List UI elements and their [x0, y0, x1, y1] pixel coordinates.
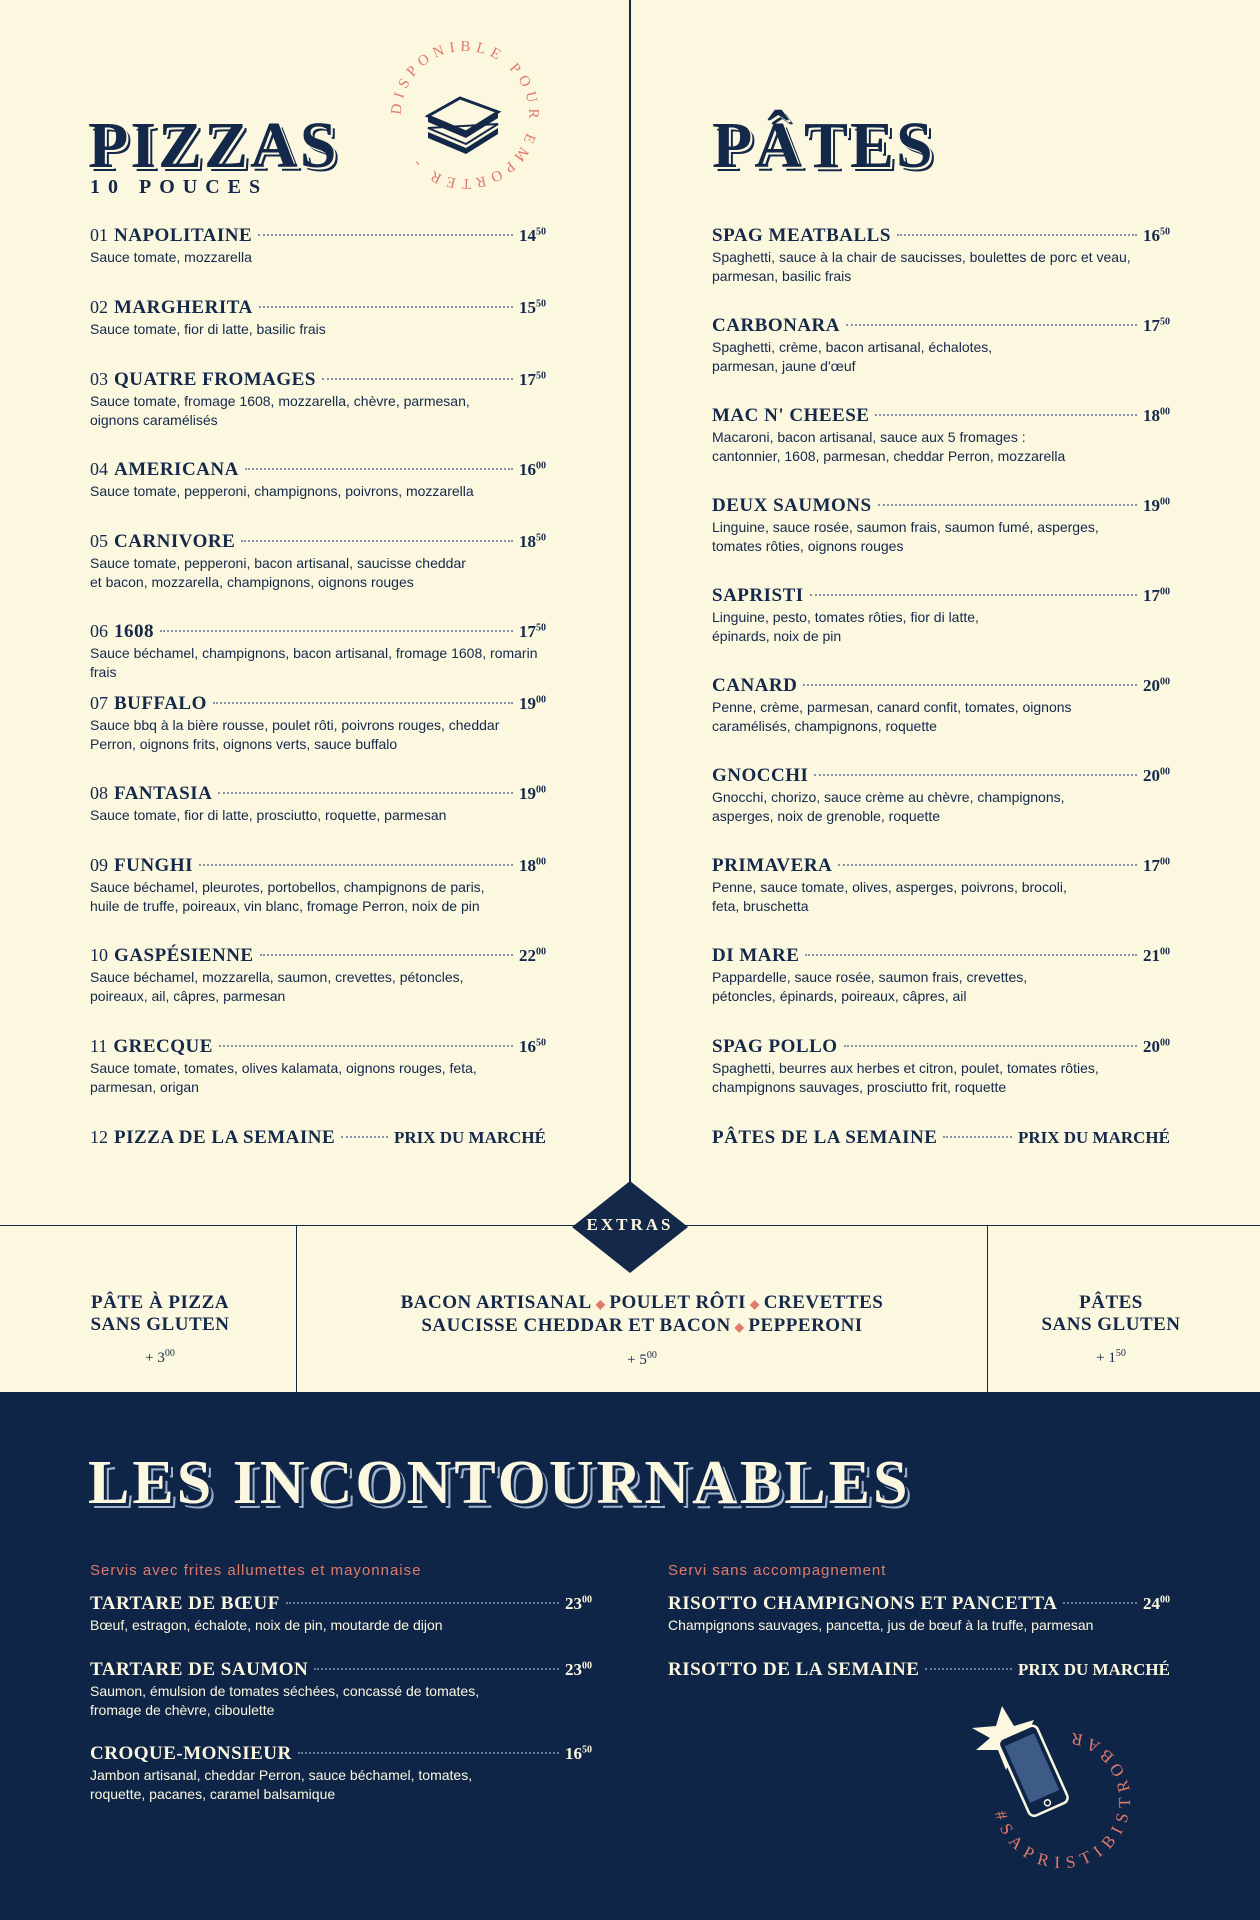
item-price [1143, 316, 1170, 336]
item-price [519, 622, 546, 642]
item-price [519, 370, 546, 390]
pizza-box-icon [428, 98, 498, 154]
extra-right-line2: SANS GLUTEN [1041, 1314, 1181, 1335]
item-price [519, 856, 546, 876]
item-price-main: 16 [1143, 226, 1160, 245]
leader-line [838, 864, 1137, 866]
item-price-cents: 50 [1160, 316, 1170, 328]
item-description: Sauce tomate, tomates, olives kalamata, oignons rouges, feta, parmesan, origan [90, 1060, 477, 1095]
menu-item [712, 675, 1170, 736]
item-price [519, 946, 546, 966]
item-description: Gnocchi, chorizo, sauce crème au chèvre, champignons, asperges, noix de grenoble, roquette [712, 789, 1065, 824]
item-description: Sauce tomate, fior di latte, prosciutto, roquette, parmesan [90, 807, 447, 823]
item-price-cents: 00 [536, 694, 546, 706]
item-description: Sauce bbq à la bière rousse, poulet rôti, poivrons rouges, cheddar Perron, oignons frits, oignons verts, sauce buffalo [90, 717, 500, 752]
extra-left-price [40, 1348, 280, 1367]
leader-line [258, 234, 513, 236]
item-price-cents: 50 [536, 226, 546, 238]
menu-item-row [712, 675, 1170, 697]
item-description: Penne, sauce tomate, olives, asperges, poivrons, brocoli, feta, bruschetta [712, 879, 1067, 914]
extra-gluten-free-pasta [1000, 1292, 1222, 1367]
item-name: CARNIVORE [114, 531, 236, 552]
item-price [1143, 586, 1170, 606]
menu-item-row [712, 855, 1170, 877]
menu-item-row [712, 945, 1170, 967]
leader-line [241, 540, 513, 542]
leader-line [314, 1668, 559, 1670]
leader-line [213, 702, 513, 704]
menu-item-row [90, 531, 546, 553]
item-name: AMERICANA [114, 459, 239, 480]
menu-item [90, 1743, 592, 1804]
item-name: GNOCCHI [712, 765, 809, 786]
item-price-main: 16 [565, 1744, 582, 1763]
item-name: RISOTTO DE LA SEMAINE [668, 1659, 920, 1680]
item-price [519, 226, 546, 246]
item-name: CANARD [712, 675, 798, 696]
menu-item-row [90, 459, 546, 481]
item-price-cents: 00 [582, 1660, 592, 1672]
item-price-main: 19 [1143, 496, 1160, 515]
item-description: Sauce tomate, pepperoni, champignons, poivrons, mozzarella [90, 483, 474, 499]
menu-item-row [712, 765, 1170, 787]
menu-item-row [90, 297, 546, 319]
item-number: 03 [90, 369, 108, 389]
menu-item [90, 1036, 546, 1097]
item-price-main: 14 [519, 226, 536, 245]
item-price [1143, 1594, 1170, 1614]
leader-line [219, 1045, 513, 1047]
leader-line [218, 792, 513, 794]
item-description: Macaroni, bacon artisanal, sauce aux 5 fromages : cantonnier, 1608, parmesan, cheddar Perron, mozzarella [712, 429, 1066, 464]
menu-item-row [90, 945, 546, 967]
takeout-stamp [380, 30, 550, 200]
leader-line [245, 468, 513, 470]
leader-line [897, 234, 1137, 236]
item-name: CARBONARA [712, 315, 840, 336]
item-price [565, 1744, 592, 1764]
item-description: Penne, crème, parmesan, canard confit, tomates, oignons caramélisés, champignons, roquette [712, 699, 1072, 734]
item-price-main: 23 [565, 1594, 582, 1613]
item-price-cents: 50 [1160, 226, 1170, 238]
leader-line [260, 954, 513, 956]
incontournables-right-note: Servi sans accompagnement [668, 1562, 887, 1579]
item-name: PIZZA DE LA SEMAINE [114, 1127, 336, 1148]
menu-item-row [90, 225, 546, 247]
item-description: Jambon artisanal, cheddar Perron, sauce béchamel, tomates, roquette, pacanes, caramel balsamique [90, 1767, 473, 1802]
item-price [1143, 226, 1170, 246]
menu-item-row [90, 1743, 592, 1765]
menu-item-row [668, 1593, 1170, 1615]
item-price-main: 16 [519, 1037, 536, 1056]
item-price-main: 17 [519, 622, 536, 641]
extra-middle-price-cents: 00 [646, 1350, 657, 1361]
item-price-main: 19 [519, 694, 536, 713]
menu-item [712, 855, 1170, 916]
menu-item [90, 459, 546, 501]
menu-item-row [90, 693, 546, 715]
menu-item-row [712, 315, 1170, 337]
item-name: RISOTTO CHAMPIGNONS ET PANCETTA [668, 1593, 1058, 1614]
extra-gluten-free-pizza [40, 1292, 280, 1367]
menu-item-row [668, 1659, 1170, 1681]
menu-item-row [90, 1659, 592, 1681]
item-number: 10 [90, 945, 108, 965]
item-price-main: 19 [519, 784, 536, 803]
item-description: Sauce tomate, fromage 1608, mozzarella, chèvre, parmesan, oignons caramélisés [90, 393, 470, 428]
item-name: NAPOLITAINE [114, 225, 253, 246]
menu-item-row [712, 1036, 1170, 1058]
item-price: PRIX DU MARCHÉ [1017, 1128, 1170, 1147]
menu-item [90, 1593, 592, 1635]
item-name: MARGHERITA [114, 297, 253, 318]
item-price-cents: 50 [536, 532, 546, 544]
item-price-main: 18 [519, 532, 536, 551]
item-description: Linguine, sauce rosée, saumon frais, saumon fumé, asperges, tomates rôties, oignons rouges [712, 519, 1099, 554]
menu-item [90, 621, 546, 682]
item-number: 11 [90, 1036, 108, 1056]
menu-item-row [90, 621, 546, 643]
item-price-main: 24 [1143, 1594, 1160, 1613]
item-price [1143, 676, 1170, 696]
item-price-main: 16 [519, 460, 536, 479]
diamond-separator-icon: ◆ [750, 1297, 760, 1311]
item-name: DEUX SAUMONS [712, 495, 872, 516]
item-price [1143, 1037, 1170, 1057]
item-name: SPAG POLLO [712, 1036, 838, 1057]
item-price-cents: 00 [1160, 406, 1170, 418]
item-description: Champignons sauvages, pancetta, jus de bœuf à la truffe, parmesan [668, 1617, 1094, 1633]
item-price [1143, 856, 1170, 876]
incontournables-title: LES INCONTOURNABLES [88, 1449, 911, 1517]
extra-topping-bacon: BACON ARTISANAL [400, 1292, 592, 1313]
extra-topping-poulet: POULET RÔTI [609, 1292, 747, 1313]
item-description: Sauce béchamel, champignons, bacon artisanal, fromage 1608, romarin frais [90, 645, 538, 680]
leader-line [286, 1602, 559, 1604]
item-price-main: 15 [519, 298, 536, 317]
stamp-text: DISPONIBLE POUR EMPORTER - [388, 38, 542, 192]
leader-line [925, 1668, 1012, 1670]
menu-item [712, 585, 1170, 646]
item-price-main: 18 [519, 856, 536, 875]
menu-item-row [712, 405, 1170, 427]
menu-item [90, 783, 546, 825]
menu-item [712, 225, 1170, 286]
item-price-main: 17 [1143, 316, 1160, 335]
item-price [519, 1037, 546, 1057]
menu-item [712, 495, 1170, 556]
extra-topping-crevettes: CREVETTES [763, 1292, 884, 1313]
leader-line [298, 1752, 559, 1754]
item-number: 08 [90, 783, 108, 803]
item-name: 1608 [114, 621, 154, 642]
item-price [519, 298, 546, 318]
item-price-cents: 00 [1160, 946, 1170, 958]
menu-item [90, 1659, 592, 1720]
menu-item-row [90, 1036, 546, 1058]
item-name: CROQUE-MONSIEUR [90, 1743, 292, 1764]
menu-item-row [90, 1593, 592, 1615]
item-description: Pappardelle, sauce rosée, saumon frais, crevettes, pétoncles, épinards, poireaux, câpres, ail [712, 969, 1028, 1004]
item-price-main: 23 [565, 1660, 582, 1679]
item-price-main: 22 [519, 946, 536, 965]
item-price-cents: 00 [1160, 766, 1170, 778]
item-description: Sauce tomate, mozzarella [90, 249, 252, 265]
pizzas-title: PIZZAS [88, 109, 339, 182]
leader-line [160, 630, 513, 632]
item-description: Linguine, pesto, tomates rôties, fior di latte, épinards, noix de pin [712, 609, 979, 644]
item-description: Sauce béchamel, mozzarella, saumon, crevettes, pétoncles, poireaux, ail, câpres, parmesan [90, 969, 464, 1004]
extras-divider-right [987, 1226, 988, 1392]
leader-line [814, 774, 1137, 776]
leader-line [943, 1136, 1012, 1138]
leader-line [878, 504, 1137, 506]
item-price-main: 21 [1143, 946, 1160, 965]
menu-item-row [90, 369, 546, 391]
item-price-main: 20 [1143, 1037, 1160, 1056]
item-price [565, 1660, 592, 1680]
item-price-cents: 50 [536, 622, 546, 634]
item-price-cents: 50 [582, 1744, 592, 1756]
item-price: PRIX DU MARCHÉ [393, 1128, 546, 1147]
item-price-cents: 50 [536, 370, 546, 382]
item-description: Spaghetti, beurres aux herbes et citron, poulet, tomates rôties, champignons sauvages, prosciutto frit, roquette [712, 1060, 1099, 1095]
leader-line [341, 1136, 388, 1138]
pizzas-subtitle: 10 POUCES [90, 176, 269, 198]
leader-line [810, 594, 1137, 596]
item-price [519, 460, 546, 480]
item-name: MAC N' CHEESE [712, 405, 870, 426]
menu-item [712, 765, 1170, 826]
item-price [519, 784, 546, 804]
item-price-main: 17 [1143, 856, 1160, 875]
leader-line [803, 684, 1137, 686]
extra-toppings-line2 [310, 1315, 974, 1338]
menu-item [712, 315, 1170, 376]
leader-line [844, 1045, 1137, 1047]
leader-line [322, 378, 513, 380]
column-divider [629, 0, 631, 1225]
item-name: QUATRE FROMAGES [114, 369, 316, 390]
item-name: PRIMAVERA [712, 855, 833, 876]
item-description: Bœuf, estragon, échalote, noix de pin, moutarde de dijon [90, 1617, 443, 1633]
item-name: GRECQUE [113, 1036, 213, 1057]
extra-middle-price-main: + 5 [627, 1352, 647, 1368]
item-name: PÂTES DE LA SEMAINE [712, 1127, 938, 1148]
item-price [565, 1594, 592, 1614]
extra-left-line2: SANS GLUTEN [90, 1314, 230, 1335]
menu-item-row [90, 855, 546, 877]
item-description: Saumon, émulsion de tomates séchées, concassé de tomates, fromage de chèvre, ciboulette [90, 1683, 480, 1718]
menu-item [90, 531, 546, 592]
extra-middle-price [310, 1350, 974, 1369]
leader-line [846, 324, 1137, 326]
menu-item [90, 945, 546, 1006]
item-name: DI MARE [712, 945, 800, 966]
item-description: Spaghetti, crème, bacon artisanal, échalotes, parmesan, jaune d'œuf [712, 339, 993, 374]
extra-right-price-cents: 50 [1115, 1348, 1126, 1359]
item-price-main: 17 [519, 370, 536, 389]
hashtag-badge [962, 1700, 1162, 1890]
item-price-cents: 00 [1160, 676, 1170, 688]
extra-left-price-main: + 3 [145, 1350, 165, 1366]
extra-toppings [310, 1292, 974, 1369]
item-price [1143, 496, 1170, 516]
diamond-separator-icon: ◆ [734, 1320, 745, 1334]
extra-left-line1: PÂTE À PIZZA [91, 1292, 229, 1313]
leader-line [1063, 1602, 1137, 1604]
item-description: Spaghetti, sauce à la chair de saucisses, boulettes de porc et veau, parmesan, basilic frais [712, 249, 1131, 284]
menu-item [712, 405, 1170, 466]
item-price-cents: 00 [1160, 496, 1170, 508]
pates-title: PÂTES [712, 109, 935, 182]
item-price-main: 18 [1143, 406, 1160, 425]
menu-item [90, 297, 546, 339]
item-name: TARTARE DE BŒUF [90, 1593, 280, 1614]
extra-right-line1: PÂTES [1079, 1292, 1143, 1313]
item-name: FANTASIA [114, 783, 213, 804]
extra-left-price-cents: 00 [164, 1348, 175, 1359]
extras-divider-left [296, 1226, 297, 1392]
item-price-cents: 00 [536, 856, 546, 868]
menu-item [90, 693, 546, 754]
item-price [519, 694, 546, 714]
leader-line [199, 864, 513, 866]
item-price [1143, 946, 1170, 966]
extra-right-price-main: + 1 [1096, 1350, 1116, 1366]
item-price [519, 532, 546, 552]
item-number: 01 [90, 225, 108, 245]
incontournables-left-note: Servis avec frites allumettes et mayonnaise [90, 1562, 422, 1579]
item-description: Sauce béchamel, pleurotes, portobellos, champignons de paris, huile de truffe, poireaux, vin blanc, fromage Perron, noix de pin [90, 879, 485, 914]
hashtag-text: #SAPRISTIBISTROBAR [990, 1727, 1135, 1873]
item-name: SPAG MEATBALLS [712, 225, 891, 246]
item-price-cents: 50 [536, 298, 546, 310]
item-name: FUNGHI [114, 855, 193, 876]
item-price-cents: 00 [536, 784, 546, 796]
menu-item-row [712, 495, 1170, 517]
diamond-separator-icon: ◆ [595, 1297, 606, 1311]
leader-line [875, 414, 1137, 416]
menu-item-row [712, 585, 1170, 607]
item-number: 02 [90, 297, 108, 317]
item-price: PRIX DU MARCHÉ [1017, 1660, 1170, 1679]
item-price-cents: 00 [536, 460, 546, 472]
leader-line [259, 306, 513, 308]
item-price-cents: 00 [1160, 856, 1170, 868]
item-number: 04 [90, 459, 108, 479]
item-name: SAPRISTI [712, 585, 804, 606]
weekly-item [668, 1659, 1170, 1681]
item-price-cents: 00 [1160, 1037, 1170, 1049]
item-number: 05 [90, 531, 108, 551]
item-price-cents: 00 [1160, 1594, 1170, 1606]
item-name: GASPÉSIENNE [114, 945, 254, 966]
phone-icon [997, 1724, 1070, 1818]
extra-toppings-line1 [310, 1292, 974, 1315]
menu-item [668, 1593, 1170, 1635]
menu-item [90, 855, 546, 916]
item-price [1143, 766, 1170, 786]
menu-item-row [90, 1127, 546, 1149]
menu-item [90, 369, 546, 430]
item-number: 07 [90, 693, 108, 713]
item-price-cents: 50 [536, 1037, 546, 1049]
item-number: 06 [90, 621, 108, 641]
extra-topping-pepperoni: PEPPERONI [748, 1315, 863, 1336]
item-number: 09 [90, 855, 108, 875]
item-price-cents: 00 [582, 1594, 592, 1606]
item-price-main: 20 [1143, 676, 1160, 695]
menu-item [712, 1036, 1170, 1097]
extra-topping-saucisse: SAUCISSE CHEDDAR ET BACON [421, 1315, 731, 1336]
menu-item-row [90, 783, 546, 805]
extra-right-price [1000, 1348, 1222, 1367]
item-price-cents: 00 [536, 946, 546, 958]
menu-item [90, 225, 546, 267]
extras-label: EXTRAS [586, 1215, 674, 1234]
weekly-item [712, 1127, 1170, 1149]
item-name: BUFFALO [114, 693, 207, 714]
leader-line [805, 954, 1137, 956]
item-number: 12 [90, 1127, 108, 1147]
item-description: Sauce tomate, pepperoni, bacon artisanal, saucisse cheddar et bacon, mozzarella, champignons, oignons rouges [90, 555, 466, 590]
item-price-main: 20 [1143, 766, 1160, 785]
menu-item-row [712, 225, 1170, 247]
item-name: TARTARE DE SAUMON [90, 1659, 309, 1680]
item-price-cents: 00 [1160, 586, 1170, 598]
menu-item-row [712, 1127, 1170, 1149]
item-price-main: 17 [1143, 586, 1160, 605]
item-description: Sauce tomate, fior di latte, basilic frais [90, 321, 326, 337]
item-price [1143, 406, 1170, 426]
weekly-item [90, 1127, 546, 1149]
menu-item [712, 945, 1170, 1006]
